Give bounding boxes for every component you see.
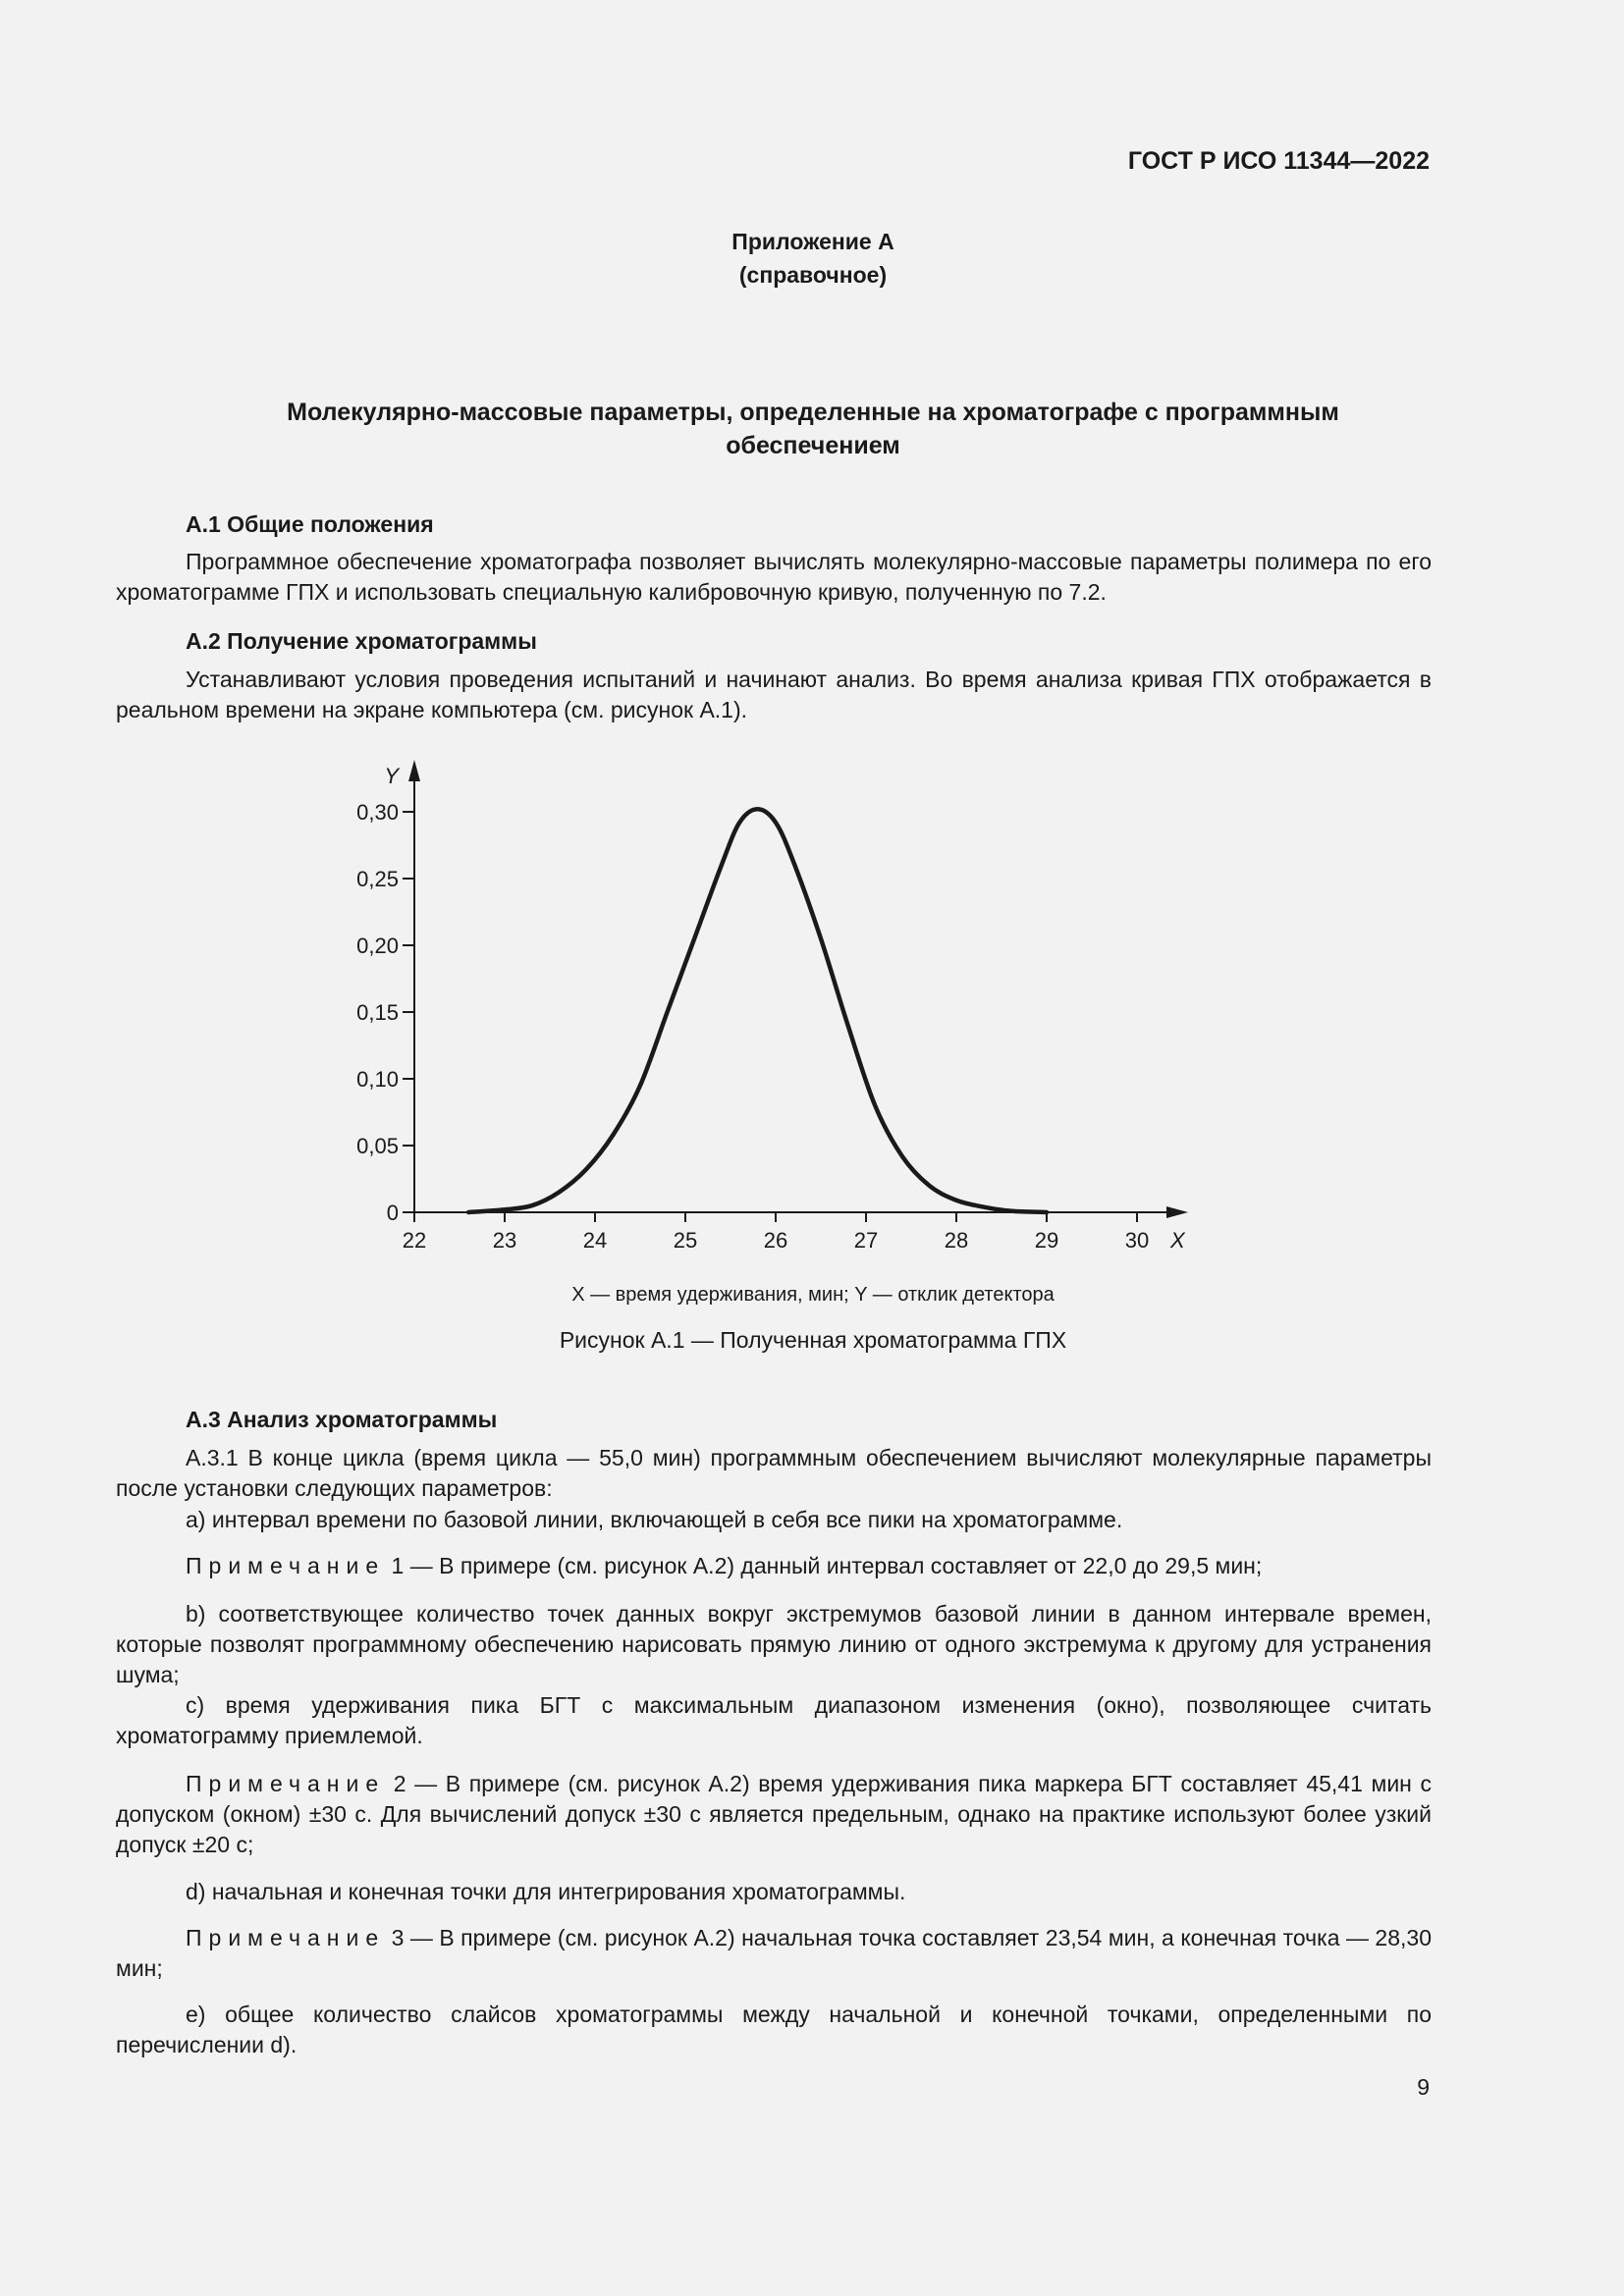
x-tick-label: 25 bbox=[673, 1228, 698, 1253]
doc-code: ГОСТ Р ИСО 11344—2022 bbox=[1127, 147, 1430, 175]
y-tick-label: 0,30 bbox=[356, 800, 399, 825]
y-axis-arrow bbox=[408, 760, 420, 781]
item-e: е) общее количество слайсов хроматограммы между начальной и конечной точками, определенными по перечислении d). bbox=[116, 2002, 1432, 2057]
y-axis-label: Y bbox=[384, 764, 399, 788]
section-a1-heading: А.1 Общие положения bbox=[186, 511, 434, 537]
x-tick-label: 23 bbox=[492, 1228, 517, 1253]
page-title bbox=[116, 396, 1510, 462]
y-tick-label: 0,15 bbox=[356, 1000, 399, 1025]
page-number: 9 bbox=[1417, 2074, 1430, 2100]
title-line2: обеспечением bbox=[726, 432, 900, 459]
appendix-line2: (справочное) bbox=[738, 262, 888, 288]
note-2 bbox=[116, 1769, 1432, 1860]
note-1 bbox=[116, 1551, 1432, 1581]
section-a3-heading: А.3 Анализ хроматограммы bbox=[186, 1407, 498, 1432]
x-tick-label: 30 bbox=[1124, 1228, 1150, 1253]
section-a2-text: Устанавливают условия проведения испытаний и начинают анализ. Во время анализа кривая ГПХ отображается в реальном времени на экране компьютера (см. рисунок А.1). bbox=[116, 667, 1432, 722]
chart-series-line bbox=[468, 809, 1047, 1212]
x-tick-label: 27 bbox=[853, 1228, 879, 1253]
item-c: с) время удерживания пика БГТ с максимальным диапазоном изменения (окно), позволяющее считать хроматограмму приемлемой. bbox=[116, 1692, 1432, 1748]
y-tick-label: 0,05 bbox=[356, 1134, 399, 1158]
section-a2-heading: А.2 Получение хроматограммы bbox=[186, 628, 537, 654]
x-axis-label: X bbox=[1170, 1228, 1185, 1253]
section-a1-text: Программное обеспечение хроматографа позволяет вычислять молекулярно-массовые параметры полимера по его хроматограмме ГПХ и использовать специальную калибровочную кривую, полученную по 7.2. bbox=[116, 549, 1432, 605]
y-ticks bbox=[356, 800, 414, 1225]
note-1-text: 1 — В примере (см. рисунок А.2) данный интервал составляет от 22,0 до 29,5 мин; bbox=[385, 1553, 1263, 1578]
y-tick-label: 0,25 bbox=[356, 867, 399, 891]
item-b: b) соответствующее количество точек данных вокруг экстремумов базовой линии в данном интервале времен, которые позволят программному обеспечению нарисовать прямую линию от одного экстремума к другому для устранения шума; bbox=[116, 1601, 1432, 1687]
section-a31-text: А.3.1 В конце цикла (время цикла — 55,0 мин) программным обеспечением вычисляют молекулярные параметры после установки следующих параметров: bbox=[116, 1445, 1432, 1501]
note-2-text: 2 — В примере (см. рисунок А.2) время удерживания пика маркера БГТ составляет 45,41 мин с допуском (окном) ±30 с. Для вычислений допуск ±30 с является предельным, однако на практике используют более узкий допуск ±20 с; bbox=[116, 1771, 1432, 1857]
note-2-label: Примечание bbox=[186, 1771, 386, 1796]
appendix-line1: Приложение А bbox=[731, 229, 894, 254]
title-line1: Молекулярно-массовые параметры, определенные на хроматографе с программным bbox=[287, 399, 1339, 426]
x-tick-label: 29 bbox=[1034, 1228, 1059, 1253]
y-tick-label: 0 bbox=[386, 1201, 399, 1225]
x-tick-label: 26 bbox=[763, 1228, 788, 1253]
note-3-label: Примечание bbox=[186, 1925, 386, 1950]
note-1-label: Примечание bbox=[186, 1553, 386, 1578]
appendix-heading bbox=[116, 225, 1510, 292]
x-tick-label: 22 bbox=[402, 1228, 427, 1253]
x-tick-label: 24 bbox=[582, 1228, 608, 1253]
chromatogram-chart bbox=[324, 746, 1208, 1266]
figure-legend: X — время удерживания, мин; Y — отклик детектора bbox=[571, 1284, 1055, 1306]
y-tick-label: 0,10 bbox=[356, 1067, 399, 1092]
note-3-text: 3 — В примере (см. рисунок А.2) начальная точка составляет 23,54 мин, а конечная точка — 28,30 мин; bbox=[116, 1925, 1432, 1981]
item-a: а) интервал времени по базовой линии, включающей в себя все пики на хроматограмме. bbox=[186, 1507, 1123, 1532]
x-tick-label: 28 bbox=[944, 1228, 969, 1253]
y-tick-label: 0,20 bbox=[356, 934, 399, 958]
note-3 bbox=[116, 1923, 1432, 1984]
chart-axes bbox=[384, 760, 1188, 1253]
figure-caption: Рисунок А.1 — Полученная хроматограмма ГПХ bbox=[559, 1327, 1067, 1353]
item-d: d) начальная и конечная точки для интегрирования хроматограммы. bbox=[186, 1879, 906, 1904]
x-axis-arrow bbox=[1166, 1206, 1188, 1218]
x-ticks bbox=[403, 1212, 1149, 1253]
